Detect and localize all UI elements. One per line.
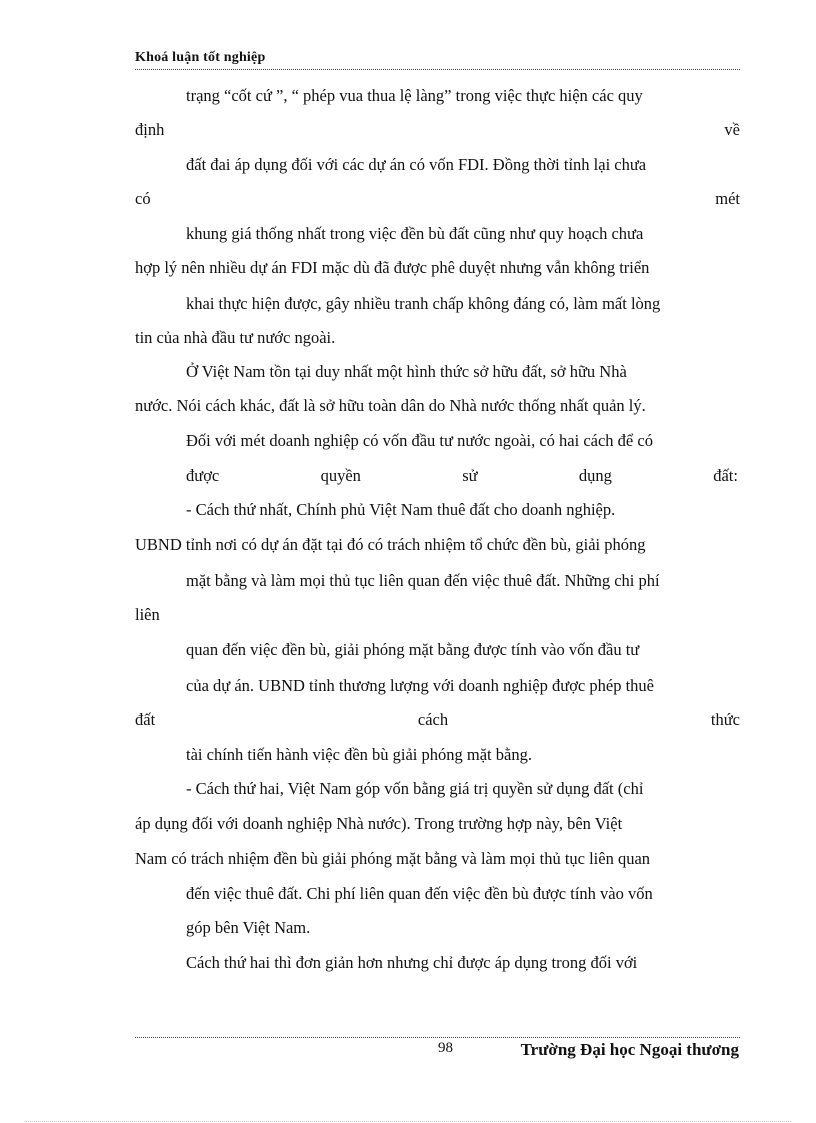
body-line: tài chính tiến hành việc đền bù giải phóng mặt bằng. [186,745,532,764]
body-line: áp dụng đối với doanh nghiệp Nhà nước). Trong trường hợp này, bên Việt [135,814,623,833]
body-line: Nam có trách nhiệm đền bù giải phóng mặt bằng và làm mọi thủ tục liên quan [135,849,651,868]
page-bottom-border [25,1121,791,1122]
body-line: UBND tỉnh nơi có dự án đặt tại đó có trách nhiệm tổ chức đền bù, giải phóng [135,535,646,554]
body-line: - Cách thứ hai, Việt Nam góp vốn bằng giá trị quyền sử dụng đất (chỉ [186,779,644,798]
body-line: quan đến việc đền bù, giải phóng mặt bằng được tính vào vốn đầu tư [186,640,640,659]
body-line: liên [135,605,160,624]
body-line: có mét [135,189,740,208]
body-line: của dự án. UBND tỉnh thương lượng với doanh nghiệp được phép thuê [186,676,654,695]
body-line: được quyền sử dụng đất: [186,466,738,485]
body-line: định về [135,120,740,139]
body-line: mặt bằng và làm mọi thủ tục liên quan đến việc thuê đất. Những chi phí [186,571,660,590]
body-line: đất cách thức [135,710,740,729]
body-line: khung giá thống nhất trong việc đền bù đất cũng như quy hoạch chưa [186,224,644,243]
footer-school-name: Trường Đại học Ngoại thương [520,1040,739,1059]
page-header-title: Khoá luận tốt nghiệp [135,50,266,65]
body-line: góp bên Việt Nam. [186,918,311,937]
header-rule [135,69,740,70]
body-line: - Cách thứ nhất, Chính phủ Việt Nam thuê đất cho doanh nghiệp. [186,500,616,519]
body-line: trạng “cốt cứ ”, “ phép vua thua lệ làng” trong việc thực hiện các quy [186,86,643,105]
body-line: tin của nhà đầu tư nước ngoài. [135,328,336,347]
footer-rule [135,1037,740,1038]
body-line: Ở Việt Nam tồn tại duy nhất một hình thức sở hữu đất, sở hữu Nhà [186,362,627,381]
body-line: hợp lý nên nhiều dự án FDI mặc dù đã được phê duyệt nhưng vẫn không triển [135,258,650,277]
body-line: đến việc thuê đất. Chi phí liên quan đến việc đền bù được tính vào vốn [186,884,653,903]
body-line: Đối với mét doanh nghiệp có vốn đầu tư nước ngoài, có hai cách để có [186,431,653,450]
body-line: Cách thứ hai thì đơn giản hơn nhưng chỉ được áp dụng trong đối với [186,953,638,972]
body-line: khai thực hiện được, gây nhiều tranh chấp không đáng có, làm mất lòng [186,294,661,313]
body-line: nước. Nói cách khác, đất là sở hữu toàn dân do Nhà nước thống nhất quản lý. [135,396,646,415]
body-line: đất đai áp dụng đối với các dự án có vốn FDI. Đồng thời tỉnh lại chưa [186,155,647,174]
page-number: 98 [438,1040,453,1056]
